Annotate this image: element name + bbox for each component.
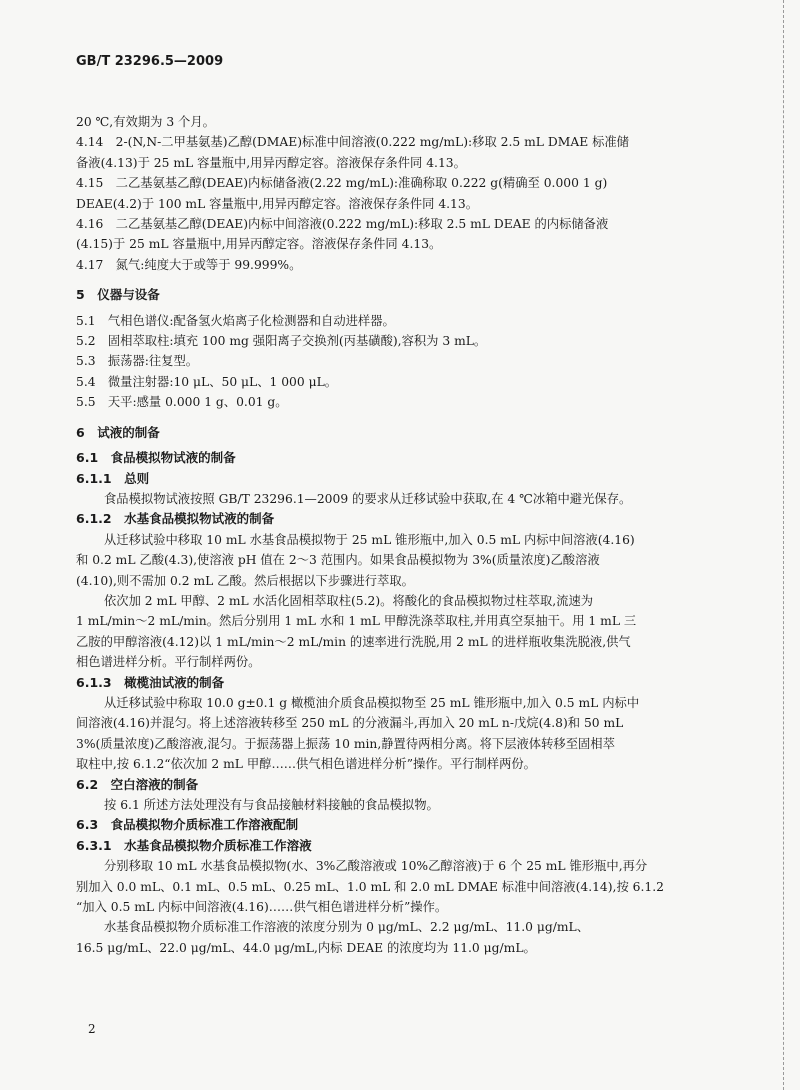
- text-line: 备液(4.13)于 25 mL 容量瓶中,用异丙醇定容。溶液保存条件同 4.13。: [76, 155, 466, 170]
- paragraph-line: 间溶液(4.16)并混匀。将上述溶液转移至 250 mL 的分液漏斗,再加入 20 mL n-戊烷(4.8)和 50 mL: [76, 716, 624, 731]
- paragraph-line: 从迁移试验中移取 10 mL 水基食品模拟物于 25 mL 锥形瓶中,加入 0.5 mL 内标中间溶液(4.16): [104, 532, 635, 547]
- page-number: 2: [88, 1022, 96, 1036]
- section-6-heading: 6 试液的制备: [76, 424, 160, 440]
- clause-4-16: 4.16 二乙基氨基乙醇(DEAE)内标中间溶液(0.222 mg/mL):移取 2.5 mL DEAE 的内标储备液: [76, 217, 609, 232]
- clause-5-2: 5.2 固相萃取柱:填充 100 mg 强阳离子交换剂(丙基磺酸),容积为 3 mL。: [76, 334, 487, 349]
- subsection-6-1-1-heading: 6.1.1 总则: [76, 470, 150, 486]
- paragraph-line: 分别移取 10 mL 水基食品模拟物(水、3%乙酸溶液或 10%乙醇溶液)于 6 个 25 mL 锥形瓶中,再分: [104, 859, 648, 874]
- body-text: [76, 112, 736, 958]
- paragraph-line: 从迁移试验中称取 10.0 g±0.1 g 橄榄油介质食品模拟物至 25 mL 锥形瓶中,加入 0.5 mL 内标中: [104, 695, 640, 710]
- text-line: (4.15)于 25 mL 容量瓶中,用异丙醇定容。溶液保存条件同 4.13。: [76, 237, 442, 252]
- clause-4-17: 4.17 氮气:纯度大于或等于 99.999%。: [76, 257, 302, 272]
- clause-4-15: 4.15 二乙基氨基乙醇(DEAE)内标储备液(2.22 mg/mL):准确称取 0.222 g(精确至 0.000 1 g): [76, 176, 608, 191]
- paragraph-line: “加入 0.5 mL 内标中间溶液(4.16)……供气相色谱进样分析”操作。: [76, 900, 448, 915]
- paragraph-line: 3%(质量浓度)乙酸溶液,混匀。于振荡器上振荡 10 min,静置待两相分离。将下层液体转移至固相萃: [76, 736, 615, 751]
- paragraph-line: 按 6.1 所述方法处理没有与食品接触材料接触的食品模拟物。: [104, 798, 439, 812]
- paragraph-line: 水基食品模拟物介质标准工作溶液的浓度分别为 0 μg/mL、2.2 μg/mL、11.0 μg/mL、: [104, 920, 590, 935]
- clause-5-1: 5.1 气相色谱仪:配备氢火焰离子化检测器和自动进样器。: [76, 313, 395, 328]
- paragraph-line: 食品模拟物试液按照 GB/T 23296.1—2009 的要求从迁移试验中获取,在 4 ℃冰箱中避光保存。: [104, 491, 632, 506]
- paragraph-line: 16.5 μg/mL、22.0 μg/mL、44.0 μg/mL,内标 DEAE 的浓度均为 11.0 μg/mL。: [76, 940, 536, 955]
- paragraph-line: 依次加 2 mL 甲醇、2 mL 水活化固相萃取柱(5.2)。将酸化的食品模拟物过柱萃取,流速为: [104, 593, 594, 608]
- paragraph-line: (4.10),则不需加 0.2 mL 乙酸。然后根据以下步骤进行萃取。: [76, 573, 414, 588]
- text-line: DEAE(4.2)于 100 mL 容量瓶中,用异丙醇定容。溶液保存条件同 4.13。: [76, 196, 479, 211]
- subsection-6-2-heading: 6.2 空白溶液的制备: [76, 776, 199, 792]
- standard-code-header: GB/T 23296.5—2009: [76, 54, 224, 69]
- section-5-heading: 5 仪器与设备: [76, 287, 160, 303]
- scan-edge-line: [783, 0, 784, 1090]
- subsection-6-1-2-heading: 6.1.2 水基食品模拟物试液的制备: [76, 511, 275, 527]
- clause-5-5: 5.5 天平:感量 0.000 1 g、0.01 g。: [76, 395, 288, 410]
- subsection-6-3-1-heading: 6.3.1 水基食品模拟物介质标准工作溶液: [76, 837, 312, 853]
- subsection-6-1-3-heading: 6.1.3 橄榄油试液的制备: [76, 674, 225, 690]
- subsection-6-3-heading: 6.3 食品模拟物介质标准工作溶液配制: [76, 817, 299, 833]
- paragraph-line: 乙胺的甲醇溶液(4.12)以 1 mL/min～2 mL/min 的速率进行洗脱,用 2 mL 的进样瓶收集洗脱液,供气: [76, 634, 631, 649]
- clause-5-4: 5.4 微量注射器:10 μL、50 μL、1 000 μL。: [76, 374, 338, 389]
- subsection-6-1-heading: 6.1 食品模拟物试液的制备: [76, 450, 236, 466]
- clause-5-3: 5.3 振荡器:往复型。: [76, 354, 199, 369]
- paragraph-line: 相色谱进样分析。平行制样两份。: [76, 655, 261, 670]
- paragraph-line: 取柱中,按 6.1.2“依次加 2 mL 甲醇……供气相色谱进样分析”操作。平行制样两份。: [76, 757, 536, 772]
- paragraph-line: 1 mL/min～2 mL/min。然后分别用 1 mL 水和 1 mL 甲醇洗涤萃取柱,并用真空泵抽干。用 1 mL 三: [76, 614, 637, 629]
- paragraph-line: 别加入 0.0 mL、0.1 mL、0.5 mL、0.25 mL、1.0 mL 和 2.0 mL DMAE 标准中间溶液(4.14),按 6.1.2: [76, 879, 664, 894]
- paragraph-line: 和 0.2 mL 乙酸(4.3),使溶液 pH 值在 2～3 范围内。如果食品模拟物为 3%(质量浓度)乙酸溶液: [76, 553, 600, 568]
- clause-4-14: 4.14 2-(N,N-二甲基氨基)乙醇(DMAE)标准中间溶液(0.222 mg/mL):移取 2.5 mL DMAE 标准储: [76, 135, 629, 150]
- text-line: 20 ℃,有效期为 3 个月。: [76, 115, 215, 129]
